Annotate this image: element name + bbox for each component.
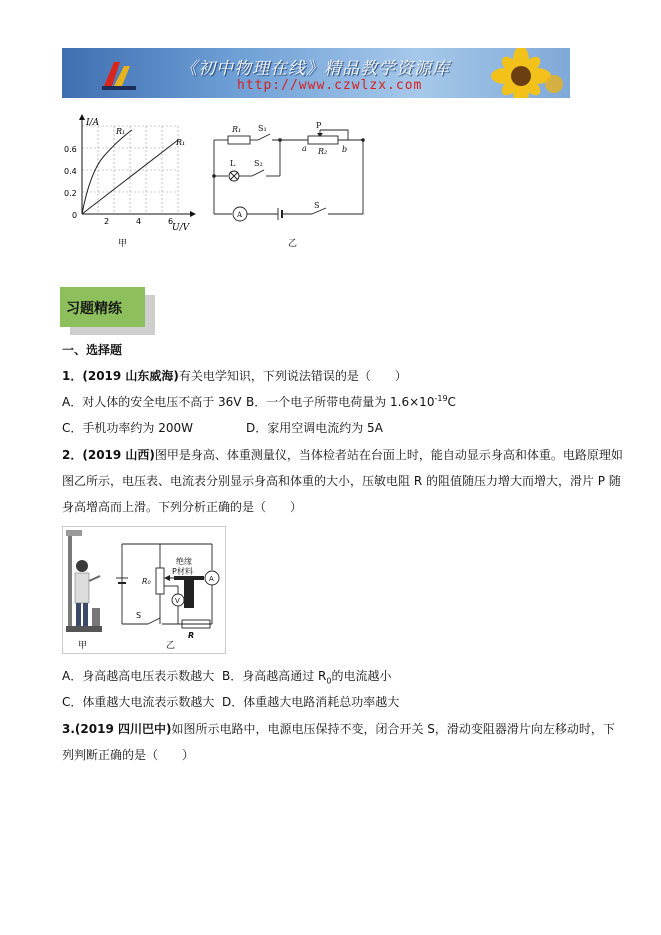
y-tick: 0 bbox=[72, 211, 78, 220]
figure-caption: 乙 bbox=[288, 239, 298, 249]
circuit-label: b bbox=[342, 145, 348, 154]
question-1-options-cd bbox=[62, 419, 383, 436]
banner-title: 《初中物理在线》精品教学资源库 bbox=[180, 59, 450, 79]
question-2-stem-line3: 身高增高而上滑。下列分析正确的是（ ） bbox=[62, 500, 303, 514]
y-axis-label: I/A bbox=[86, 118, 100, 128]
x-tick: 4 bbox=[136, 217, 142, 226]
x-tick: 2 bbox=[104, 217, 110, 226]
label-r0: R₀ bbox=[142, 577, 151, 586]
circuit-label: R₂ bbox=[318, 147, 328, 156]
x-axis-label: U/V bbox=[172, 223, 190, 233]
option-a: A．对人体的安全电压不高于 36V bbox=[62, 395, 242, 409]
question-1-stem: 1．(2019 山东威海)有关电学知识，下列说法错误的是（ ） bbox=[62, 369, 407, 383]
y-tick: 0.2 bbox=[64, 189, 77, 198]
option-b: B．一个电子所带电荷量为 $1.6\times 10^{-19}C$ bbox=[246, 394, 456, 409]
section-tab bbox=[60, 287, 145, 327]
option-a: A．身高越高电压表示数越大 bbox=[62, 669, 215, 683]
figure-circuit bbox=[208, 118, 368, 250]
circuit-label: R₁ bbox=[232, 125, 242, 134]
banner-url: http://www.czwlzx.com bbox=[237, 78, 423, 93]
header-banner bbox=[62, 48, 570, 98]
label-switch: S bbox=[136, 611, 142, 620]
question-2-options-cd bbox=[62, 693, 399, 710]
circuit-label: L bbox=[230, 159, 236, 168]
question-2-stem: 2．(2019 山西)图甲是身高、体重测量仪，当体检者站在台面上时，能自动显示身高和体重。电路原理如 bbox=[62, 448, 623, 462]
option-d: D．家用空调电流约为 5A bbox=[246, 421, 383, 435]
option-b: B．身高越高通过 $R_0$的电流越小 bbox=[222, 669, 392, 686]
figure-caption: 乙 bbox=[166, 641, 176, 651]
option-c: C．体重越大电流表示数越大 bbox=[62, 695, 215, 709]
circuit-label: a bbox=[302, 144, 307, 153]
sunflower-icon bbox=[476, 48, 566, 98]
figure-height-weight-meter bbox=[62, 526, 226, 654]
circuit-label: S bbox=[314, 201, 320, 210]
label-voltmeter: V bbox=[175, 597, 180, 605]
figure-caption: 甲 bbox=[78, 641, 88, 651]
circuit-label: S₂ bbox=[254, 159, 263, 168]
option-c: C．手机功率约为 200W bbox=[62, 421, 193, 435]
curve-label: R₁ bbox=[116, 127, 126, 136]
curve-label: R₁ bbox=[176, 138, 186, 147]
figure-iu-graph bbox=[60, 112, 210, 252]
question-2-options-ab bbox=[62, 667, 392, 685]
x-tick: 6 bbox=[168, 217, 174, 226]
section-tab-label: 习题精练 bbox=[66, 301, 122, 317]
circuit-label: P bbox=[316, 121, 322, 130]
logo-icon bbox=[100, 56, 138, 92]
label-p-material: P材料 bbox=[172, 567, 193, 576]
label-r: R bbox=[188, 631, 195, 640]
question-3-stem-line2: 列判断正确的是（ ） bbox=[62, 748, 195, 762]
option-d: D．体重越大电路消耗总功率越大 bbox=[222, 695, 400, 709]
figure-caption: 甲 bbox=[118, 239, 128, 249]
circuit-label: S₁ bbox=[258, 124, 267, 133]
question-1-options-ab bbox=[62, 393, 456, 410]
y-tick: 0.4 bbox=[64, 167, 77, 176]
circuit-label: A bbox=[237, 211, 243, 219]
question-3-stem: 3.(2019 四川巴中)如图所示电路中，电源电压保持不变，闭合开关 S，滑动变阻器滑片向左移动时，下 bbox=[62, 722, 615, 736]
y-tick: 0.6 bbox=[64, 145, 77, 154]
label-insulating: 绝缘 bbox=[176, 557, 192, 566]
label-ammeter: A bbox=[209, 575, 214, 583]
question-2-stem-line2: 图乙所示，电压表、电流表分别显示身高和体重的大小，压敏电阻 R 的阻值随压力增大而增大，滑片 P 随 bbox=[62, 474, 621, 488]
section-heading: 一、选择题 bbox=[62, 343, 123, 357]
